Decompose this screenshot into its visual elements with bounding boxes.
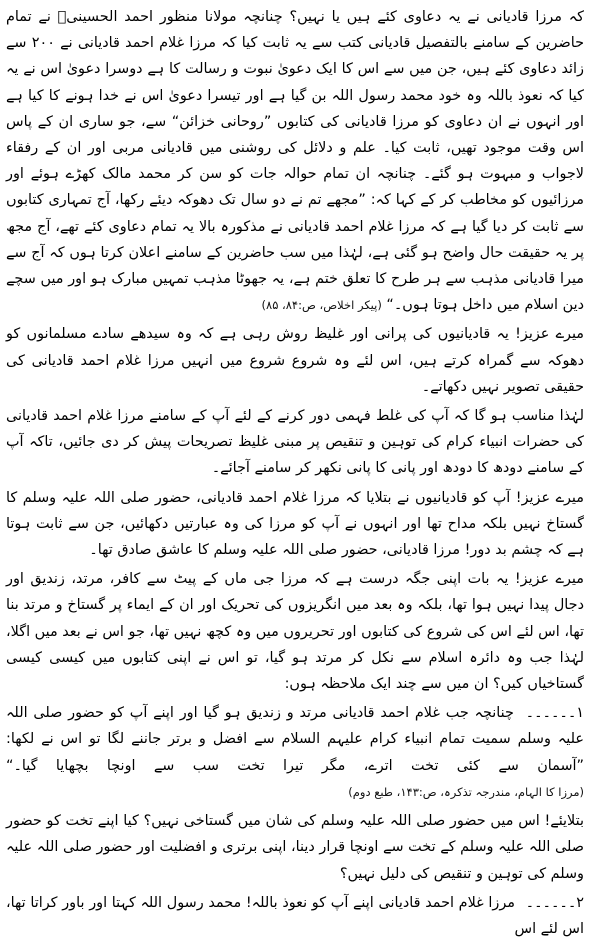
list-item-2-text: مرزا غلام احمد قادیانی اپنے آپ کو نعوذ باللہ! محمد رسول اللہ کہتا اور باور کراتا تھا، اس لئے اس xyxy=(6,894,584,937)
citation-1: (پیکر اخلاص، ص:۸۴، ۸۵) xyxy=(261,298,382,313)
paragraph-5-text: میرے عزیز! یہ بات اپنی جگہ درست ہے کہ مرزا جی ماں کے پیٹ سے کافر، مرتد، زندیق اور دجال پیدا نہیں ہوا تھا، بلکہ وہ بعد میں انگریزوں کی تحریک اور ان کے ایماء پر گستاخ و مرتد بنا تھا، اس لئے اس کی شروع کی کتابوں اور تحریروں میں وہ کچھ نہیں تھا، جو اس نے بعد میں اگلا، لہٰذا جب وہ دائرہ اسلام سے نکل کر مرتد ہو گیا، تو اس نے اپنی کتابوں میں کیسی کیسی گستاخیاں کیں؟ ان میں سے چند ایک ملاحظہ ہوں: xyxy=(6,571,584,693)
paragraph-6 xyxy=(6,808,584,887)
paragraph-3-text: لہٰذا مناسب ہو گا کہ آپ کی غلط فہمی دور کرنے کے لئے آپ کے سامنے مرزا غلام احمد قادیانی کی حضرات انبیاء کرام کی توہین و تنقیص پر مبنی غلیظ تصریحات پیش کر دی جائیں، تاکہ آپ کے سامنے دودھ کا دودھ اور پانی کا پانی نکھر کر سامنے آجائے۔ xyxy=(6,408,584,477)
paragraph-3 xyxy=(6,403,584,482)
citation-2: (مرزا کا الہام، مندرجہ تذکرہ، ص:۱۴۳، طبع دوم) xyxy=(348,784,584,799)
paragraph-4 xyxy=(6,485,584,564)
paragraph-2 xyxy=(6,321,584,400)
list-item-1-number: ۱۔۔۔۔۔۔ xyxy=(525,705,584,722)
paragraph-6-text: بتلایئے! اس میں حضور صلی اللہ علیہ وسلم کی شان میں گستاخی نہیں؟ کیا اپنے تخت کو حضور صلی اللہ علیہ وسلم کے تخت سے اونچا قرار دینا، اپنی برتری و افضلیت اور حضور صلی اللہ علیہ وسلم کی توہین و تنقیص کی دلیل نہیں؟ xyxy=(6,813,584,882)
list-item-2 xyxy=(6,890,584,942)
paragraph-1 xyxy=(6,4,584,318)
list-item-1-text: چنانچہ جب غلام احمد قادیانی مرتد و زندیق ہو گیا اور اپنے آپ کو حضور صلی اللہ علیہ وسلم سمیت تمام انبیاء کرام علیہم السلام سے افضل و برتر جاننے لگا تو اس نے لکھا: ”آسمان سے کئی تخت اترے، مگر تیرا تخت سب سے اونچا بچھایا گیا۔“ xyxy=(6,705,584,774)
paragraph-5 xyxy=(6,566,584,697)
paragraph-4-text: میرے عزیز! آپ کو قادیانیوں نے بتلایا کہ مرزا غلام احمد قادیانی، حضور صلی اللہ علیہ وسلم کا گستاخ نہیں بلکہ مداح تھا اور انہوں نے آپ کو مرزا کی وہ عبارتیں دکھائیں، جن سے ثابت ہوتا ہے کہ چشم بد دور! مرزا قادیانی، حضور صلی اللہ علیہ وسلم کا عاشق صادق تھا۔ xyxy=(6,489,584,559)
paragraph-2-text: میرے عزیز! یہ قادیانیوں کی پرانی اور غلیظ روش رہی ہے کہ وہ سیدھے سادے مسلمانوں کو دھوکہ سے گمراہ کرتے ہیں، اس لئے وہ شروع شروع میں انہیں مرزا غلام احمد قادیانی کی حقیقی تصویر نہیں دکھاتے۔ xyxy=(6,326,584,395)
list-item-1 xyxy=(6,700,584,805)
list-item-2-number: ۲۔۔۔۔۔۔ xyxy=(525,894,584,911)
paragraph-1-text: کہ مرزا قادیانی نے یہ دعاوی کئے ہیں یا نہیں؟ چنانچہ مولانا منظور احمد الحسینیؒ نے تمام حاضرین کے سامنے بالتفصیل قادیانی کتب سے یہ ثابت کیا کہ مرزا غلام احمد قادیانی نے ۲۰۰ سے زائد دعاوی کئے ہیں، جن میں سے اس کا ایک دعویٰ نبوت و رسالت کا ہے دوسرا دعویٰ اس نے یہ کیا کہ نعوذ باللہ وہ خود محمد رسول اللہ بن گیا ہے اور تیسرا دعویٰ اس نے خدا ہونے کا کیا ہے اور انہوں نے ان دعاوی کو مرزا قادیانی کی کتابوں ”روحانی خزائن“ سے، جو ساری ان کے پاس اس وقت موجود تھیں، ثابت کیا۔ علم و دلائل کی روشنی میں قادیانی مربی اور ان کے رفقاء لاجواب و مبہوت ہو گئے۔ چنانچہ ان تمام حوالہ جات کو سن کر محمد مالک کھڑے ہوئے اور مرزائیوں کو مخاطب کر کے کہا کہ: ”مجھے تم نے دو سال تک دھوکہ دیئے رکھا، آج تمہاری کتابوں سے ثابت کر دیا گیا ہے کہ مرزا غلام احمد قادیانی نے مذکورہ بالا یہ تمام دعاوی کئے تھے، آج مجھ پر یہ حقیقت حال واضح ہو گئی ہے، لہٰذا میں سب حاضرین کے سامنے اعلان کرتا ہوں کہ آج سے میرا قادیانی مذہب سے ہر طرح کا تعلق ختم ہے، یہ جھوٹا مذہب تمہیں مبارک ہو اور میں سچے دین اسلام میں داخل ہوتا ہوں۔“ xyxy=(6,9,584,314)
